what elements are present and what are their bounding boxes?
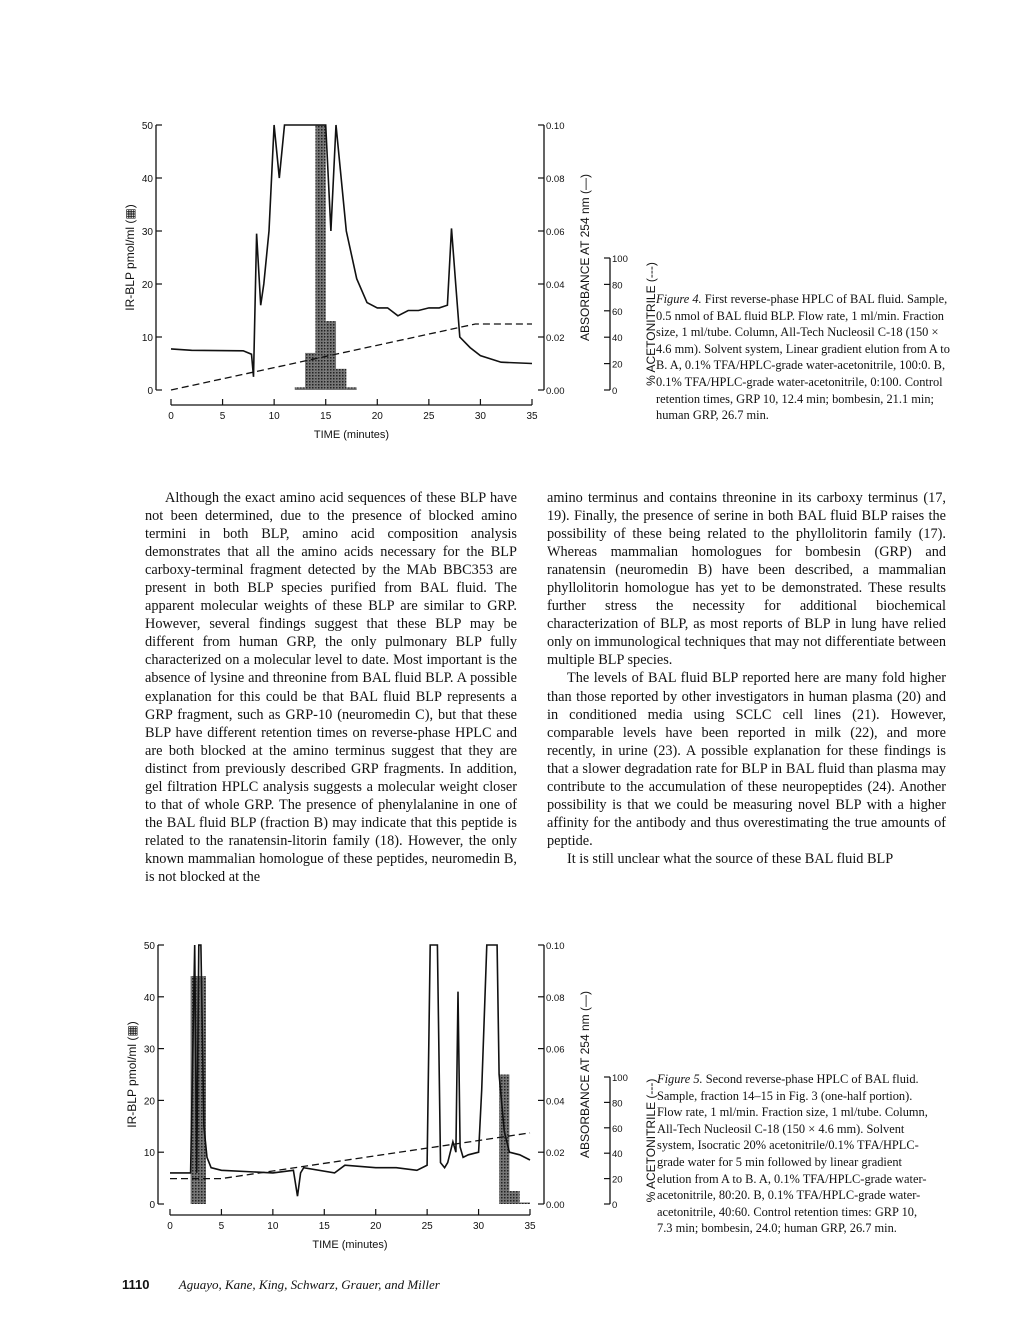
svg-text:30: 30 bbox=[473, 1221, 485, 1232]
svg-text:10: 10 bbox=[268, 411, 280, 422]
svg-text:30: 30 bbox=[141, 227, 153, 238]
page-footer bbox=[122, 1277, 440, 1293]
page-number: 1110 bbox=[122, 1277, 150, 1292]
svg-text:0.02: 0.02 bbox=[546, 1148, 565, 1160]
svg-text:80: 80 bbox=[612, 280, 623, 292]
svg-text:0.00: 0.00 bbox=[546, 1200, 565, 1211]
svg-text:0.04: 0.04 bbox=[546, 1096, 565, 1108]
svg-text:20: 20 bbox=[143, 1096, 155, 1108]
acetonitrile-axis bbox=[604, 254, 658, 397]
absorbance-axis bbox=[538, 121, 592, 397]
absorbance-trace bbox=[170, 945, 530, 1196]
svg-text:40: 40 bbox=[141, 174, 153, 185]
x-axis-label: TIME (minutes) bbox=[313, 429, 390, 441]
left-column bbox=[145, 489, 517, 886]
left-axis bbox=[125, 941, 164, 1211]
figure-4-caption bbox=[656, 291, 956, 424]
x-axis bbox=[167, 1209, 536, 1251]
fraction-bar bbox=[336, 369, 346, 390]
acetonitrile-gradient bbox=[170, 1133, 530, 1179]
svg-text:0.06: 0.06 bbox=[546, 1044, 565, 1056]
svg-text:0.04: 0.04 bbox=[546, 280, 565, 291]
right-paragraph-2: The levels of BAL fluid BLP reported here are many fold higher than those reported by other investigators in human plasma (20) and in conditioned media using SCLC cell lines (21). However, comparable levels have been reported in milk (22), and more recently, in urine (23). A possible explanation for these findings is that a slower degradation rate for BLP in BAL fluid than plasma may contribute to the accumulation of these neuropeptides (24). Another possibility is that we could be measuring novel BLP with a higher affinity for the antibody and thus overestimating the true amounts of peptide. bbox=[547, 670, 946, 849]
svg-text:0.00: 0.00 bbox=[546, 386, 565, 397]
x-axis bbox=[168, 399, 538, 441]
svg-text:20: 20 bbox=[612, 1174, 623, 1186]
absorbance-axis-label: ABSORBANCE AT 254 nm (—) bbox=[578, 991, 592, 1158]
svg-text:0.08: 0.08 bbox=[546, 174, 565, 185]
left-paragraph-1: Although the exact amino acid sequences of these BLP have not been determined, due to the presence of blocked amino termini in both BLP, amino acid composition analysis demonstrates that all the amino acids necessary for the BLP carboxy-terminal fragment detected by the MAb BBC353 are present in both BLP species purified from BAL fluid. The apparent molecular weights of these BLP are similar to GRP. However, several findings suggest that these BLP may be different from human GRP, the only pulmonary BLP fully characterized on a molecular level to date. Most important is the absence of lysine and threonine from BAL fluid BLP. A possible explanation for this could be that BAL fluid BLP represents a GRP fragment, such as GRP-10 (neuromedin C), but that these BLP have different retention times on reverse-phase HPLC and are both blocked at the amino terminus suggest that they are distinct from previously described GRP fragments. In addition, gel filtration HPLC analysis suggests a molecular weight closer to that of whole GRP. The presence of phenylalanine in one of the BAL fluid BLP (fraction B) may indicate that this peptide is related to the ranatensin-litorin family (18). However, the only known mammalian homologue of these peptides, neuromedin B, is not blocked at the bbox=[145, 490, 517, 885]
fraction-bar bbox=[509, 1191, 519, 1204]
absorbance-axis bbox=[538, 941, 592, 1211]
svg-text:20: 20 bbox=[371, 411, 383, 422]
svg-text:30: 30 bbox=[143, 1044, 155, 1056]
acetonitrile-gradient bbox=[171, 324, 532, 390]
figure-5-caption-label: Figure 5. bbox=[657, 1072, 703, 1086]
svg-text:20: 20 bbox=[612, 359, 623, 371]
fraction-bar bbox=[315, 125, 325, 390]
svg-text:40: 40 bbox=[612, 1149, 623, 1161]
acetonitrile-axis-label: % ACETONITRILE (---) bbox=[644, 1078, 658, 1203]
absorbance-trace bbox=[171, 125, 532, 377]
svg-text:40: 40 bbox=[612, 333, 623, 345]
svg-text:20: 20 bbox=[141, 280, 153, 291]
svg-text:0.10: 0.10 bbox=[546, 121, 565, 132]
svg-text:0.08: 0.08 bbox=[546, 992, 565, 1004]
svg-text:0: 0 bbox=[612, 1200, 618, 1211]
left-axis-label: IR-BLP pmol/ml (▦) bbox=[123, 204, 137, 311]
svg-text:5: 5 bbox=[219, 411, 226, 422]
svg-text:30: 30 bbox=[474, 411, 486, 422]
svg-text:35: 35 bbox=[526, 411, 538, 422]
acetonitrile-axis bbox=[604, 1073, 658, 1211]
svg-text:15: 15 bbox=[320, 411, 332, 422]
svg-text:20: 20 bbox=[370, 1221, 382, 1232]
svg-text:80: 80 bbox=[612, 1098, 623, 1110]
running-authors: Aguayo, Kane, King, Schwarz, Grauer, and Miller bbox=[178, 1277, 440, 1292]
figure-5-caption bbox=[657, 1071, 929, 1237]
svg-text:50: 50 bbox=[141, 121, 153, 132]
svg-text:0.06: 0.06 bbox=[546, 227, 565, 238]
svg-text:50: 50 bbox=[143, 941, 155, 952]
left-axis bbox=[123, 121, 162, 397]
svg-text:0: 0 bbox=[149, 1200, 155, 1211]
svg-text:10: 10 bbox=[143, 1148, 155, 1160]
svg-text:0: 0 bbox=[168, 411, 174, 422]
fraction-bar bbox=[295, 387, 305, 390]
figure-4-caption-text: First reverse-phase HPLC of BAL fluid. Sample, 0.5 nmol of BAL fluid BLP. Flow rate, 1 ml/min. Fraction size, 1 ml/tube. Column, All-Tech Nucleosil C-18 (150 × 4.6 mm). Solvent system, Linear gradient elution from A to B. A, 0.1% TFA/HPLC-grade water-acetonitrile, 100:0. B, 0.1% TFA/HPLC-grade water-acetonitrile, 0:100. Control retention times, GRP 10, 12.4 min; bombesin, 21.1 min; human GRP, 26.7 min. bbox=[656, 292, 950, 423]
svg-text:60: 60 bbox=[612, 1123, 623, 1135]
figure-4-caption-label: Figure 4. bbox=[656, 292, 702, 306]
svg-text:100: 100 bbox=[612, 1073, 628, 1084]
fraction-bar bbox=[520, 1202, 530, 1204]
figure-5-caption-text: Second reverse-phase HPLC of BAL fluid. Sample, fraction 14–15 in Fig. 3 (one-half portion). Flow rate, 1 ml/min. Fraction size, 1 ml/tube. Column, All-Tech Nucleosil C-18 (150 × 4.6 mm). Solvent system, Isocratic 20% acetonitrile/0.1% TFA/HPLC-grade water for 5 min followed by linear gradient elution from A to B. A, 0.1% TFA/HPLC-grade water-acetonitrile, 80:20. B, 0.1% TFA/HPLC-grade water-acetonitrile, 40:60. Control retention times: GRP 10, 7.3 min; bombesin, 24.0; human GRP, 26.7 min. bbox=[657, 1072, 928, 1236]
acetonitrile-axis-label: % ACETONITRILE (---) bbox=[644, 262, 658, 386]
svg-text:0.02: 0.02 bbox=[546, 333, 565, 344]
plot-area bbox=[170, 945, 530, 1204]
left-axis-label: IR-BLP pmol/ml (▦) bbox=[125, 1021, 139, 1128]
svg-text:5: 5 bbox=[218, 1221, 225, 1232]
right-paragraph-1: amino terminus and contains threonine in its carboxy terminus (17, 19). Finally, the presence of serine in both BAL fluid BLP raises the possibility of these being related to the phyllolitorin family (17). Whereas mammalian homologues for bombesin (GRP) and ranatensin (neuromedin B) have been described, a mammalian phyllolitorin homologue has yet to be demonstrated. These results further stress the necessity for additional biochemical characterization of BLP, as most reports of BLP in lung have relied only on immunological techniques that may not differentiate between multiple BLP species. bbox=[547, 490, 946, 669]
svg-text:0: 0 bbox=[612, 386, 618, 397]
x-axis-label: TIME (minutes) bbox=[312, 1239, 388, 1251]
svg-text:0: 0 bbox=[167, 1221, 173, 1232]
svg-text:100: 100 bbox=[612, 254, 628, 265]
plot-area bbox=[171, 125, 532, 390]
svg-text:40: 40 bbox=[143, 992, 155, 1004]
right-column bbox=[547, 489, 946, 868]
svg-text:10: 10 bbox=[141, 333, 153, 344]
fraction-bar bbox=[346, 387, 356, 390]
svg-text:0: 0 bbox=[147, 386, 153, 397]
svg-text:25: 25 bbox=[423, 411, 435, 422]
svg-text:10: 10 bbox=[267, 1221, 279, 1232]
right-paragraph-3: It is still unclear what the source of these BAL fluid BLP bbox=[567, 850, 894, 867]
svg-text:25: 25 bbox=[421, 1221, 433, 1232]
svg-text:35: 35 bbox=[524, 1221, 536, 1232]
svg-text:0.10: 0.10 bbox=[546, 941, 565, 952]
svg-text:60: 60 bbox=[612, 306, 623, 318]
absorbance-axis-label: ABSORBANCE AT 254 nm (—) bbox=[578, 174, 592, 341]
svg-text:15: 15 bbox=[318, 1221, 330, 1232]
